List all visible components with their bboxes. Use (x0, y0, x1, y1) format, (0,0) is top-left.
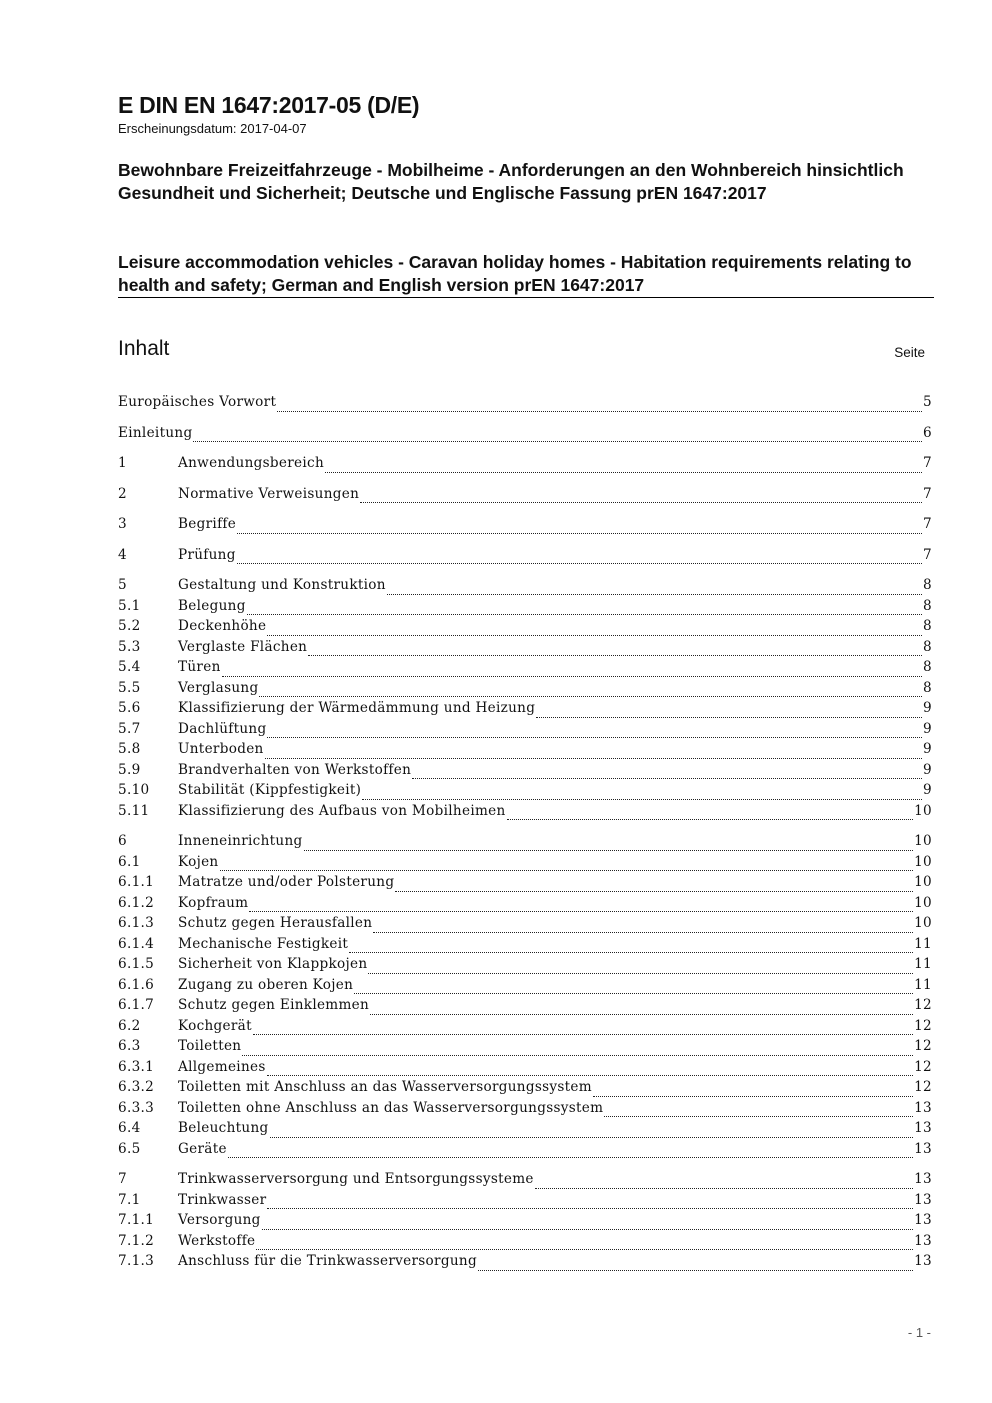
toc-entry[interactable] (118, 854, 932, 875)
toc-entry[interactable] (118, 455, 932, 476)
toc-entry[interactable] (118, 1079, 932, 1100)
toc-leader-dots (604, 1112, 913, 1117)
toc-entry-page: 10 (914, 874, 932, 890)
toc-leader-dots (237, 529, 922, 534)
toc-entry[interactable] (118, 1171, 932, 1192)
toc-entry-page: 9 (923, 700, 932, 716)
toc-leader-dots (242, 1051, 913, 1056)
toc-entry[interactable] (118, 618, 932, 639)
toc-entry[interactable] (118, 486, 932, 507)
toc-entry-page: 5 (923, 394, 932, 410)
toc-entry-number: 5.10 (118, 782, 150, 798)
toc-entry-page: 13 (914, 1253, 932, 1269)
toc-entry-title: Trinkwasserversorgung und Entsorgungssysteme (178, 1171, 534, 1187)
toc-entry-title: Anwendungsbereich (178, 455, 325, 471)
toc-leader-dots (262, 1225, 913, 1230)
toc-entry-title: Versorgung (178, 1212, 261, 1228)
toc-leader-dots (253, 1030, 913, 1035)
toc-entry-page: 13 (914, 1212, 932, 1228)
toc-leader-dots (267, 733, 922, 738)
toc-entry-title: Toiletten mit Anschluss an das Wasserversorgungssystem (178, 1079, 592, 1095)
toc-leader-dots (267, 1071, 913, 1076)
toc-entry-title: Toiletten ohne Anschluss an das Wasserversorgungssystem (178, 1099, 604, 1116)
toc-entry-number: 6.3 (118, 1038, 141, 1054)
toc-leader-dots (370, 1010, 913, 1015)
toc-entry-number: 5.3 (118, 638, 141, 655)
toc-entry-number: 2 (118, 485, 127, 502)
toc-entry-number: 6.1.2 (118, 894, 155, 911)
toc-entry-number: 1 (118, 455, 127, 471)
toc-entry[interactable] (118, 915, 932, 936)
toc-entry-title: Deckenhöhe (178, 618, 267, 634)
toc-leader-dots (536, 713, 922, 718)
toc-entry-title: Gestaltung und Konstruktion (178, 577, 386, 593)
toc-entry-number: 5.6 (118, 700, 141, 716)
toc-entry[interactable] (118, 1233, 932, 1254)
toc-entry-title: Matratze und/oder Polsterung (178, 874, 395, 890)
toc-entry[interactable] (118, 997, 932, 1018)
title-divider (118, 297, 934, 298)
toc-entry-number: 6.5 (118, 1140, 141, 1157)
toc-leader-dots (265, 754, 922, 759)
toc-entry[interactable] (118, 1018, 932, 1039)
toc-entry-page: 10 (914, 853, 932, 870)
toc-entry[interactable] (118, 956, 932, 977)
toc-entry-number: 6.1.6 (118, 976, 155, 993)
toc-entry[interactable] (118, 782, 932, 803)
toc-entry[interactable] (118, 425, 932, 446)
toc-entry-title: Allgemeines (178, 1058, 266, 1075)
toc-entry-page: 10 (914, 894, 932, 911)
toc-entry-number: 4 (118, 546, 127, 563)
toc-entry-page: 7 (923, 455, 932, 471)
toc-leader-dots (593, 1092, 913, 1097)
toc-entry-number: 6.1.4 (118, 935, 155, 952)
toc-entry-title: Stabilität (Kippfestigkeit) (178, 782, 362, 798)
toc-leader-dots (228, 1153, 913, 1158)
toc-entry[interactable] (118, 1120, 932, 1141)
toc-entry[interactable] (118, 1212, 932, 1233)
toc-entry[interactable] (118, 1100, 932, 1121)
toc-entry-page: 12 (914, 1058, 932, 1075)
toc-entry-number: 3 (118, 516, 127, 532)
toc-entry-number: 7.1 (118, 1191, 141, 1208)
toc-heading: Inhalt (118, 337, 170, 360)
toc-entry[interactable] (118, 762, 932, 783)
toc-entry-page: 11 (914, 956, 932, 972)
toc-entry-number: 6.1.7 (118, 997, 155, 1013)
toc-entry[interactable] (118, 394, 932, 415)
toc-entry-title: Zugang zu oberen Kojen (178, 976, 354, 993)
toc-entry-page: 10 (914, 915, 932, 931)
toc-entry-number: 7.1.3 (118, 1253, 155, 1269)
toc-entry-number: 7.1.1 (118, 1212, 155, 1228)
toc-entry-number: 6.3.1 (118, 1058, 155, 1075)
toc-entry[interactable] (118, 936, 932, 957)
publication-date: Erscheinungsdatum: 2017-04-07 (118, 121, 307, 136)
toc-entry-number: 7.1.2 (118, 1232, 155, 1249)
toc-entry-number: 6.2 (118, 1017, 141, 1034)
toc-leader-dots (354, 989, 913, 994)
toc-entry-title: Inneneinrichtung (178, 833, 303, 849)
page-number: - 1 - (907, 1325, 931, 1340)
toc-entry-title: Kopfraum (178, 894, 249, 911)
toc-entry-title: Schutz gegen Einklemmen (178, 997, 370, 1013)
toc-entry-page: 12 (914, 997, 932, 1013)
toc-entry[interactable] (118, 547, 932, 568)
toc-entry-page: 8 (923, 679, 932, 696)
toc-entry-title: Verglasung (178, 679, 259, 696)
toc-entry-title: Normative Verweisungen (178, 485, 360, 502)
toc-leader-dots (349, 948, 913, 953)
toc-entry-number: 5.2 (118, 618, 141, 634)
toc-entry-page: 8 (923, 618, 932, 634)
toc-entry-page: 12 (914, 1079, 932, 1095)
toc-entry-number: 5.8 (118, 741, 141, 757)
toc-entry-number: 6.4 (118, 1120, 141, 1136)
toc-entry-number: 6 (118, 833, 127, 849)
toc-entry[interactable] (118, 833, 932, 854)
english-title: Leisure accommodation vehicles - Caravan holiday homes - Habitation requirements relating to health and safety; German and English version prEN 1647:2017 (118, 252, 912, 295)
toc-leader-dots (222, 672, 922, 677)
toc-entry-title: Belegung (178, 597, 246, 614)
document-title: E DIN EN 1647:2017-05 (D/E) (118, 92, 420, 118)
toc-entry-title: Begriffe (178, 516, 237, 532)
toc-entry-title: Dachlüftung (178, 720, 267, 737)
toc-leader-dots (478, 1266, 913, 1271)
toc-entry-title: Sicherheit von Klappkojen (178, 956, 368, 972)
toc-entry-title: Kojen (178, 853, 219, 870)
toc-entry-title: Toiletten (178, 1038, 242, 1054)
toc-leader-dots (308, 651, 922, 656)
toc-entry[interactable] (118, 721, 932, 742)
toc-entry-number: 5.1 (118, 597, 141, 614)
toc-entry-number: 6.1.1 (118, 874, 155, 890)
toc-entry-number: 5 (118, 577, 127, 593)
table-of-contents (118, 394, 932, 1274)
toc-entry[interactable] (118, 639, 932, 660)
toc-leader-dots (277, 407, 922, 412)
toc-leader-dots (395, 887, 913, 892)
toc-leader-dots (360, 498, 922, 503)
toc-entry-number: 5.4 (118, 659, 141, 675)
toc-entry-page: 9 (923, 741, 932, 757)
toc-leader-dots (373, 928, 913, 933)
toc-entry-number: 7 (118, 1171, 127, 1187)
toc-entry-title: Prüfung (178, 546, 236, 563)
toc-leader-dots (259, 692, 922, 697)
toc-entry-title: Verglaste Flächen (178, 638, 308, 655)
toc-entry-page: 8 (923, 638, 932, 655)
toc-entry-title: Werkstoffe (178, 1232, 256, 1249)
toc-entry[interactable] (118, 577, 932, 598)
toc-entry-title: Türen (178, 659, 221, 675)
toc-entry-title: Brandverhalten von Werkstoffen (178, 761, 412, 778)
toc-entry-title: Geräte (178, 1140, 227, 1157)
toc-entry[interactable] (118, 895, 932, 916)
toc-entry[interactable] (118, 1253, 932, 1274)
toc-leader-dots (412, 774, 922, 779)
toc-entry-page: 10 (914, 833, 932, 849)
toc-entry-page: 13 (914, 1120, 932, 1136)
toc-entry-title: Trinkwasser (178, 1191, 267, 1208)
toc-leader-dots (247, 610, 922, 615)
toc-leader-dots (220, 866, 914, 871)
toc-entry-page: 10 (914, 802, 932, 819)
toc-entry-page: 13 (914, 1191, 932, 1208)
toc-entry-title: Beleuchtung (178, 1120, 269, 1136)
toc-leader-dots (507, 815, 914, 820)
toc-leader-dots (325, 468, 922, 473)
toc-entry-number: 6.3.3 (118, 1099, 155, 1116)
toc-entry[interactable] (118, 1038, 932, 1059)
toc-entry-page: 8 (923, 597, 932, 614)
toc-entry-number: 5.9 (118, 761, 141, 778)
toc-entry-page: 11 (914, 935, 932, 952)
toc-entry-page: 9 (923, 761, 932, 778)
toc-entry-title: Anschluss für die Trinkwasserversorgung (178, 1253, 477, 1269)
toc-entry[interactable] (118, 874, 932, 895)
toc-entry-title: Kochgerät (178, 1017, 252, 1034)
toc-leader-dots (193, 437, 922, 442)
toc-leader-dots (267, 631, 922, 636)
toc-entry-title: Einleitung (118, 424, 193, 441)
toc-entry-number: 5.5 (118, 679, 141, 696)
toc-entry-number: 6.1 (118, 853, 141, 870)
toc-entry-title: Unterboden (178, 741, 264, 757)
toc-entry-title: Europäisches Vorwort (118, 394, 277, 410)
toc-entry[interactable] (118, 700, 932, 721)
toc-entry-page: 13 (914, 1140, 932, 1157)
toc-entry-page: 9 (923, 720, 932, 737)
toc-entry-title: Schutz gegen Herausfallen (178, 915, 373, 931)
toc-entry-page: 6 (923, 424, 932, 441)
toc-entry[interactable] (118, 1192, 932, 1213)
toc-entry-page: 13 (914, 1099, 932, 1116)
toc-leader-dots (535, 1184, 913, 1189)
toc-entry-title: Klassifizierung des Aufbaus von Mobilheimen (178, 802, 506, 819)
toc-leader-dots (362, 795, 922, 800)
toc-entry-title: Mechanische Festigkeit (178, 935, 349, 952)
toc-leader-dots (237, 559, 922, 564)
toc-entry-page: 12 (914, 1038, 932, 1054)
toc-entry[interactable] (118, 659, 932, 680)
toc-entry-number: 6.1.5 (118, 956, 155, 972)
toc-leader-dots (256, 1245, 913, 1250)
toc-entry-number: 5.11 (118, 802, 150, 819)
toc-entry[interactable] (118, 680, 932, 701)
toc-leader-dots (267, 1204, 913, 1209)
toc-entry[interactable] (118, 803, 932, 824)
toc-entry-number: 6.3.2 (118, 1079, 155, 1095)
toc-entry-number: 6.1.3 (118, 915, 155, 931)
toc-page-column-label: Seite (894, 345, 925, 360)
toc-leader-dots (387, 590, 922, 595)
toc-entry-page: 13 (914, 1232, 932, 1249)
toc-entry-page: 7 (923, 516, 932, 532)
toc-leader-dots (270, 1133, 914, 1138)
toc-entry-page: 7 (923, 485, 932, 502)
toc-entry-page: 12 (914, 1017, 932, 1034)
toc-entry[interactable] (118, 516, 932, 537)
toc-entry[interactable] (118, 1059, 932, 1080)
toc-entry-number: 5.7 (118, 720, 141, 737)
toc-leader-dots (304, 846, 914, 851)
toc-entry-page: 11 (914, 976, 932, 993)
toc-entry[interactable] (118, 977, 932, 998)
toc-entry-page: 8 (923, 659, 932, 675)
toc-leader-dots (368, 969, 913, 974)
toc-entry[interactable] (118, 598, 932, 619)
toc-entry[interactable] (118, 741, 932, 762)
toc-leader-dots (249, 907, 913, 912)
toc-entry[interactable] (118, 1141, 932, 1162)
german-title: Bewohnbare Freizeitfahrzeuge - Mobilheime - Anforderungen an den Wohnbereich hinsichtlich Gesundheit und Sicherheit; Deutsche und Englische Fassung prEN 1647:2017 (118, 160, 904, 203)
toc-entry-page: 7 (923, 546, 932, 563)
toc-entry-page: 8 (923, 577, 932, 593)
toc-entry-title: Klassifizierung der Wärmedämmung und Heizung (178, 700, 536, 716)
toc-entry-page: 13 (914, 1171, 932, 1187)
toc-entry-page: 9 (923, 782, 932, 798)
